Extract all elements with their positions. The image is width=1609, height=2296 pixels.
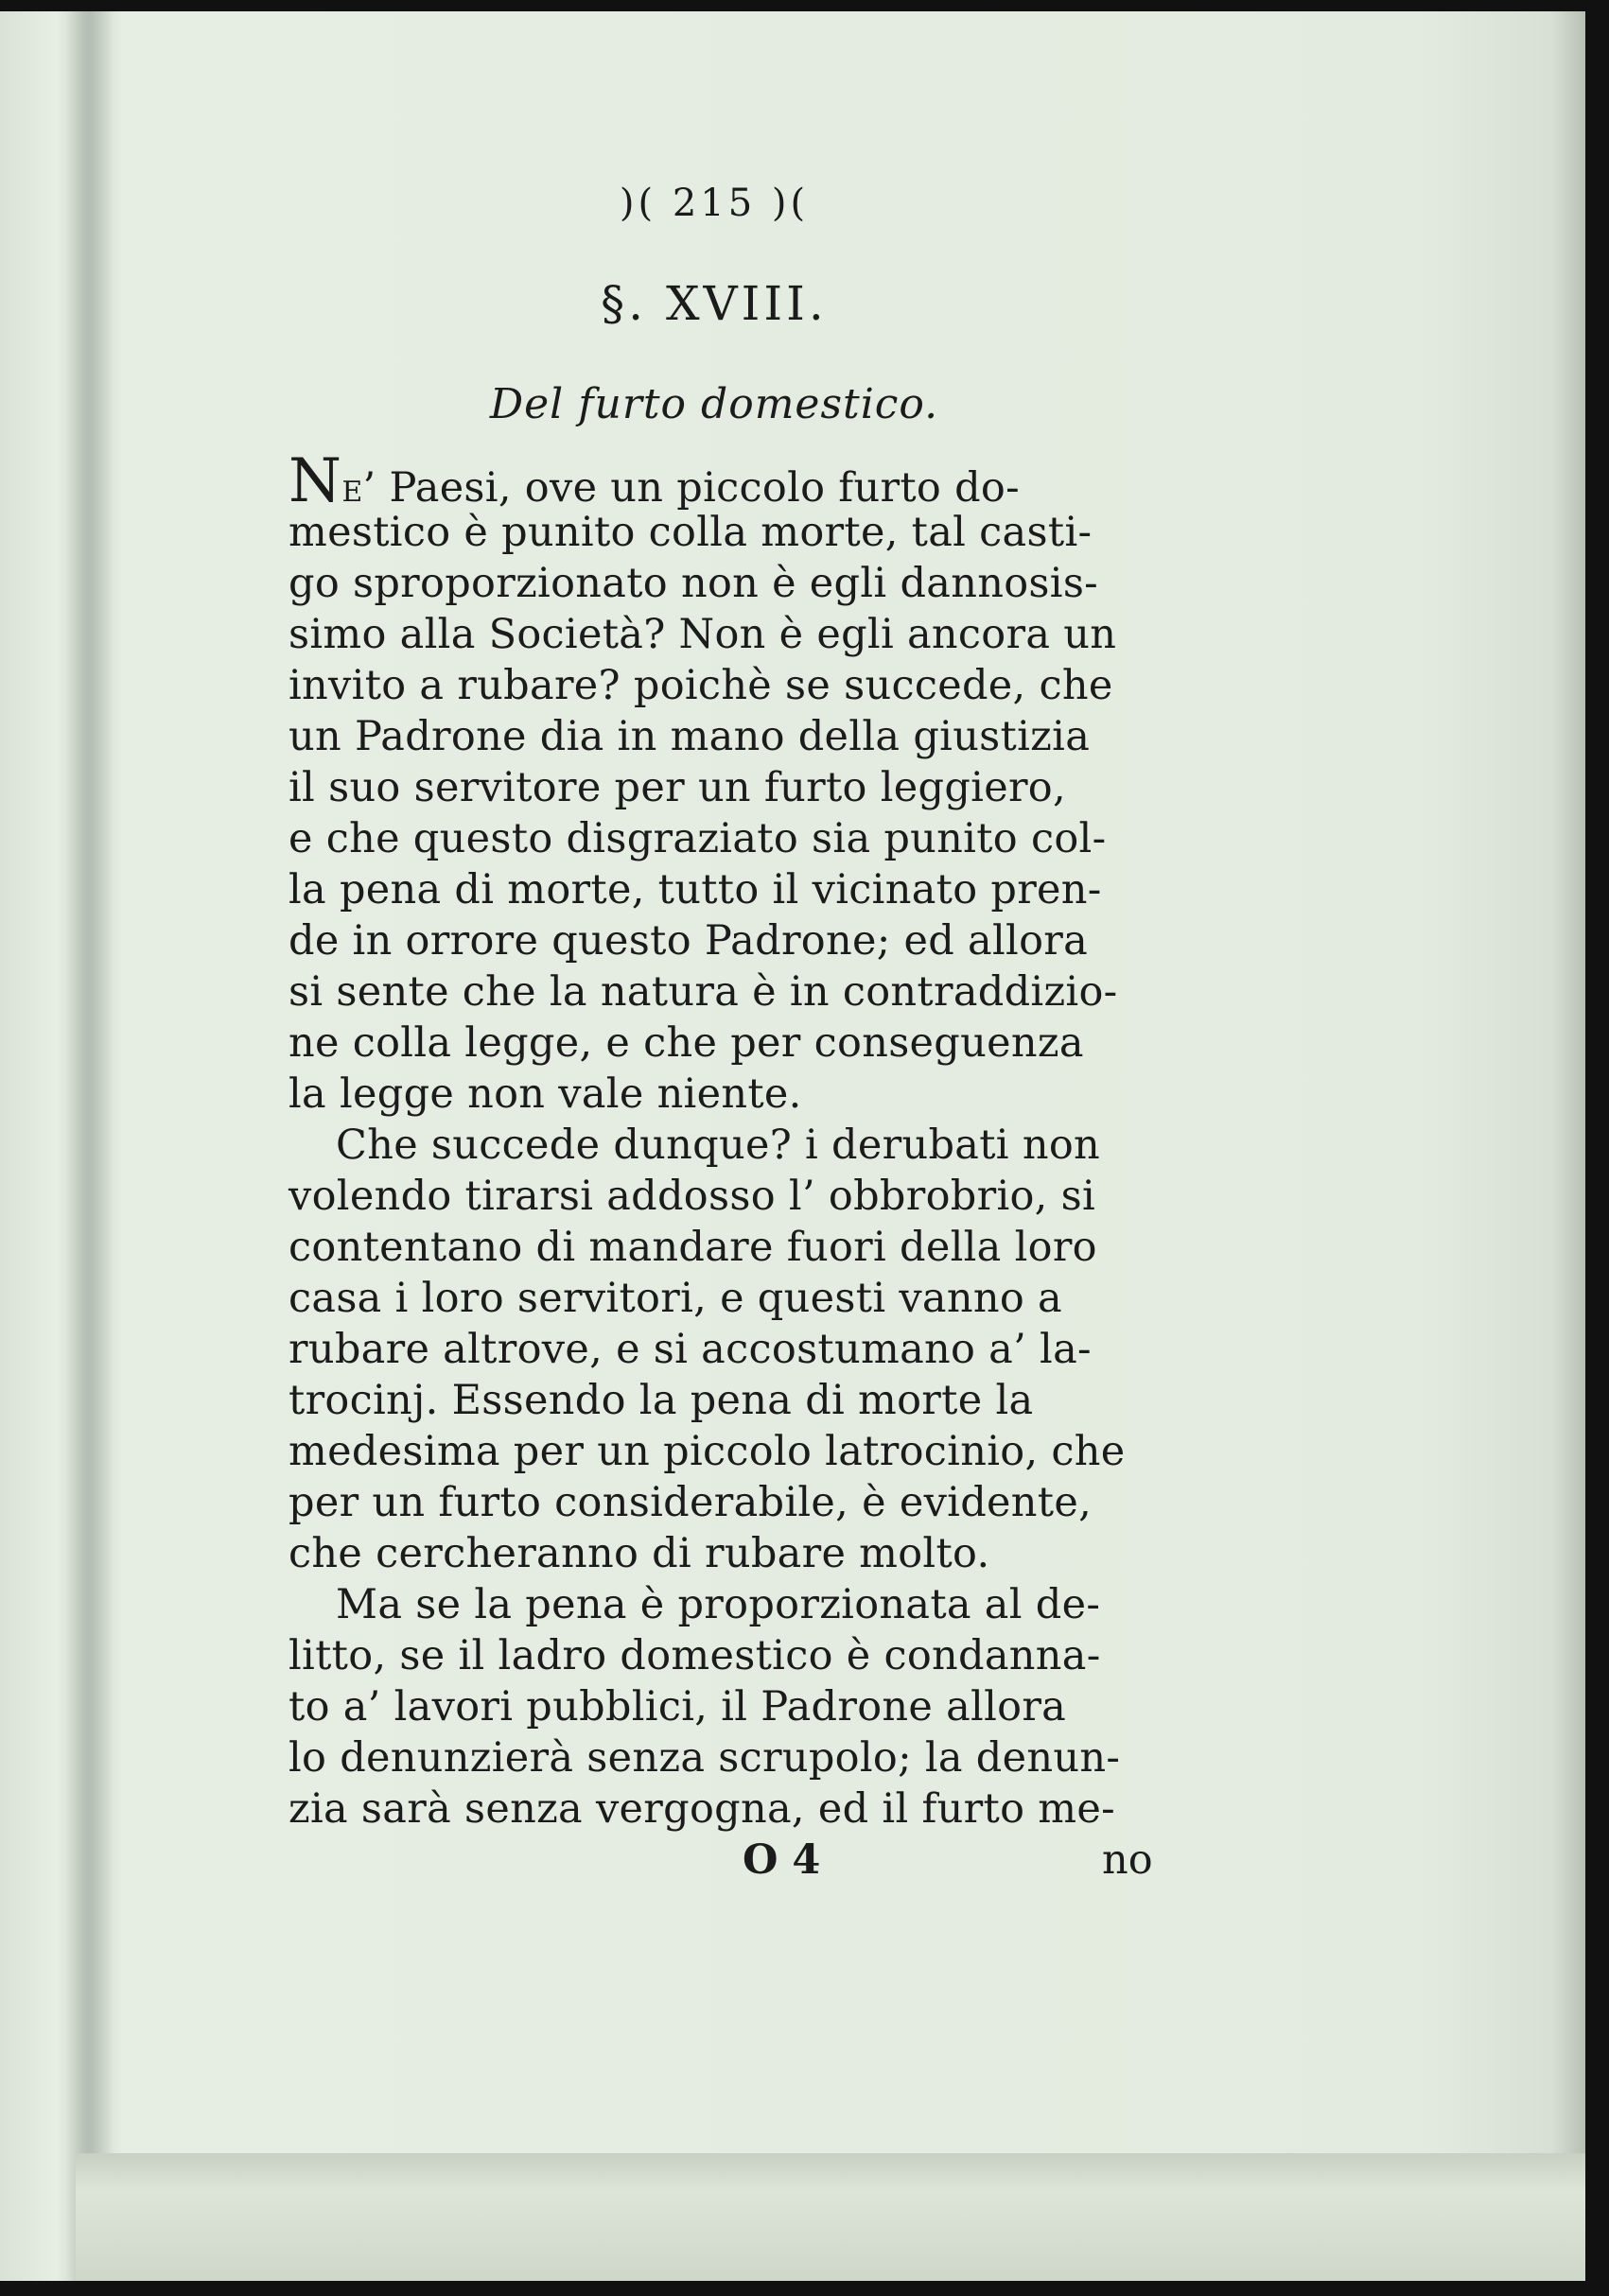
text-line: rubare altrove, e si accostumano a’ la- — [289, 1326, 1092, 1373]
text-line: che cercheranno di rubare molto. — [289, 1530, 990, 1577]
text-line: ne colla legge, e che per conseguenza — [289, 1019, 1084, 1067]
text-line: casa i loro servitori, e questi vanno a — [289, 1275, 1062, 1322]
text-line — [289, 446, 1215, 516]
text-line: to a’ lavori pubblici, il Padrone allora — [289, 1683, 1067, 1731]
text-line: simo alla Società? Non è egli ancora un — [289, 611, 1117, 658]
text-line: mestico è punito colla morte, tal casti- — [289, 509, 1093, 556]
text-line: go sproporzionato non è egli dannosis- — [289, 560, 1099, 607]
text-line: lo denunzierà senza scrupolo; la denun- — [289, 1734, 1121, 1782]
text-line: un Padrone dia in mano della giustizia — [289, 713, 1091, 760]
text-line: la pena di morte, tutto il vicinato pren- — [289, 866, 1102, 913]
text-line-content: ’ Paesi, ove un piccolo furto do- — [362, 464, 1020, 512]
text-line: e che questo disgraziato sia punito col- — [289, 815, 1107, 862]
text-line: per un furto considerabile, è evidente, — [289, 1479, 1093, 1526]
text-line: zia sarà senza vergogna, ed il furto me- — [289, 1785, 1115, 1833]
section-number: §. XVIII. — [601, 276, 828, 331]
page-edge-bottom — [76, 2153, 1585, 2281]
catchline — [289, 1836, 1159, 1887]
catchword: no — [1102, 1836, 1153, 1884]
drop-cap-rest: E — [341, 476, 363, 509]
text-line: medesima per un piccolo latrocinio, che — [289, 1428, 1126, 1475]
text-line: Che succede dunque? i derubati non — [336, 1122, 1101, 1169]
signature-mark: O 4 — [743, 1836, 821, 1884]
section-title: Del furto domestico. — [489, 380, 939, 428]
paper-sheet — [0, 11, 1585, 2281]
drop-cap: N — [289, 446, 342, 516]
text-line: invito a rubare? poichè se succede, che — [289, 662, 1113, 709]
text-line: il suo servitore per un furto leggiero, — [289, 764, 1066, 811]
page-edge-right — [1551, 11, 1585, 2281]
text-line: litto, se il ladro domestico è condanna- — [289, 1632, 1101, 1679]
text-line: volendo tirarsi addosso l’ obbrobrio, si — [289, 1173, 1096, 1220]
running-head: )( 215 )( — [619, 182, 810, 225]
body-text — [289, 446, 1215, 1835]
gutter-shadow — [66, 11, 114, 2281]
text-line: la legge non vale niente. — [289, 1070, 802, 1118]
text-line: si sente che la natura è in contraddizio- — [289, 968, 1118, 1016]
text-line: contentano di mandare fuori della loro — [289, 1224, 1097, 1271]
text-line: Ma se la pena è proporzionata al de- — [336, 1581, 1101, 1628]
text-line: trocinj. Essendo la pena di morte la — [289, 1377, 1034, 1424]
text-line: de in orrore questo Padrone; ed allora — [289, 917, 1089, 965]
